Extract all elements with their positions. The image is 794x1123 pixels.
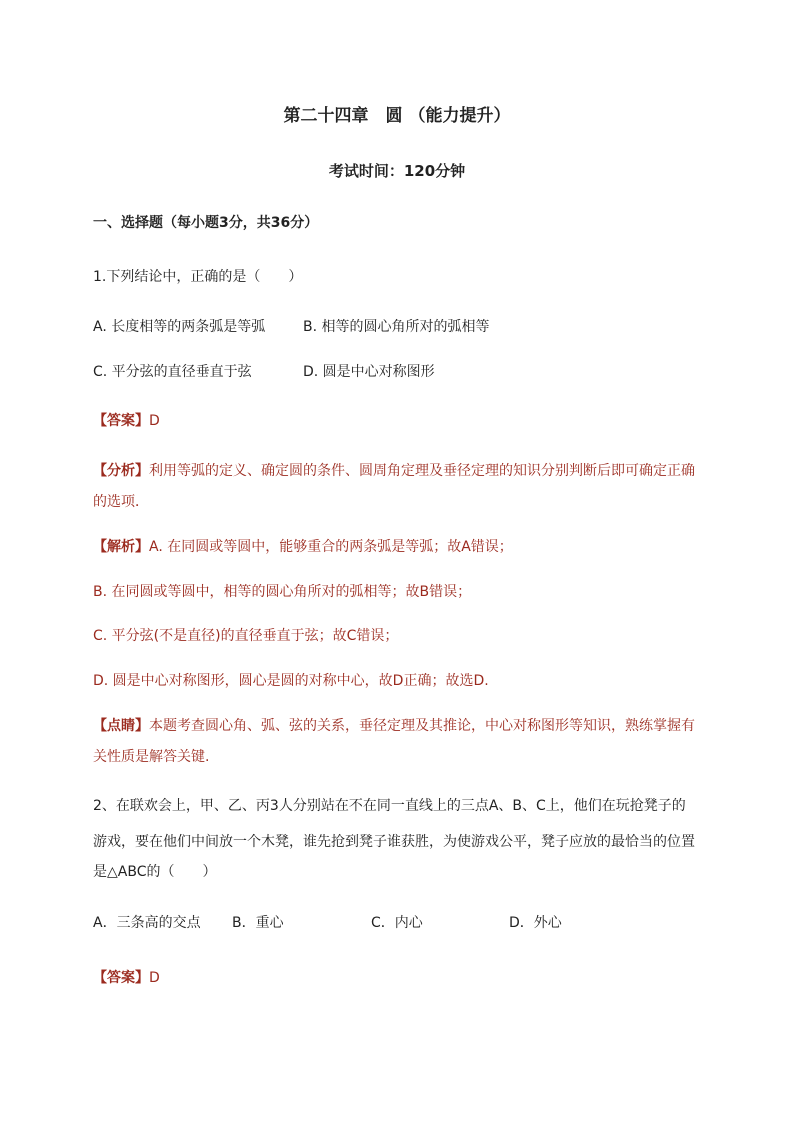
question-2-option-c: C．内心 <box>371 915 423 931</box>
question-2-option-b: B．重心 <box>232 915 284 931</box>
question-2-stem-1: 2、在联欢会上，甲、乙、丙3人分别站在不在同一直线上的三点A、B、C上，他们在玩抢凳子的 <box>93 798 686 814</box>
solution-line-3: C. 平分弦(不是直径)的直径垂直于弦；故C错误； <box>93 628 399 644</box>
comment-text-1: 本题考查圆心角、弧、弦的关系，垂径定理及其推论，中心对称图形等知识，熟练掌握有 <box>149 718 695 734</box>
analysis-tag: 【分析】 <box>93 463 149 479</box>
question-1-stem: 1.下列结论中，正确的是（ ） <box>93 269 303 285</box>
question-2-stem-2: 游戏，要在他们中间放一个木凳，谁先抢到凳子谁获胜，为使游戏公平，凳子应放的最恰当的位置 <box>93 834 695 850</box>
answer-tag: 【答案】 <box>93 970 149 986</box>
analysis-text-1: 利用等弧的定义、确定圆的条件、圆周角定理及垂径定理的知识分别判断后即可确定正确 <box>149 463 695 479</box>
question-1-option-a: A. 长度相等的两条弧是等弧 <box>93 319 266 335</box>
question-2-answer <box>93 968 160 988</box>
question-1-comment <box>93 716 695 736</box>
analysis-text-2: 的选项． <box>93 494 149 510</box>
comment-text-2: 关性质是解答关键. <box>93 749 210 765</box>
solution-line-2: B. 在同圆或等圆中，相等的圆心角所对的弧相等；故B错误； <box>93 584 472 600</box>
question-1-solution <box>93 537 513 557</box>
answer-value: D <box>149 413 160 429</box>
solution-line-1: A. 在同圆或等圆中，能够重合的两条弧是等弧；故A错误； <box>149 539 513 555</box>
section-heading: 一、选择题（每小题3分，共36分） <box>93 215 319 231</box>
page-title: 第二十四章 圆 （能力提升） <box>283 106 511 126</box>
question-1-option-b: B. 相等的圆心角所对的弧相等 <box>303 319 490 335</box>
question-2-option-d: D．外心 <box>509 915 562 931</box>
question-2-stem-3: 是△ABC的（ ） <box>93 864 217 880</box>
question-2-option-a: A．三条高的交点 <box>93 915 201 931</box>
answer-tag: 【答案】 <box>93 413 149 429</box>
comment-tag: 【点睛】 <box>93 718 149 734</box>
question-1-answer <box>93 411 160 431</box>
answer-value: D <box>149 970 160 986</box>
question-1-analysis <box>93 461 695 481</box>
question-1-option-c: C. 平分弦的直径垂直于弦 <box>93 364 252 380</box>
question-1-option-d: D. 圆是中心对称图形 <box>303 364 435 380</box>
exam-time: 考试时间：120分钟 <box>328 162 466 180</box>
solution-line-4: D. 圆是中心对称图形，圆心是圆的对称中心，故D正确；故选D. <box>93 673 489 689</box>
solution-tag: 【解析】 <box>93 539 149 555</box>
